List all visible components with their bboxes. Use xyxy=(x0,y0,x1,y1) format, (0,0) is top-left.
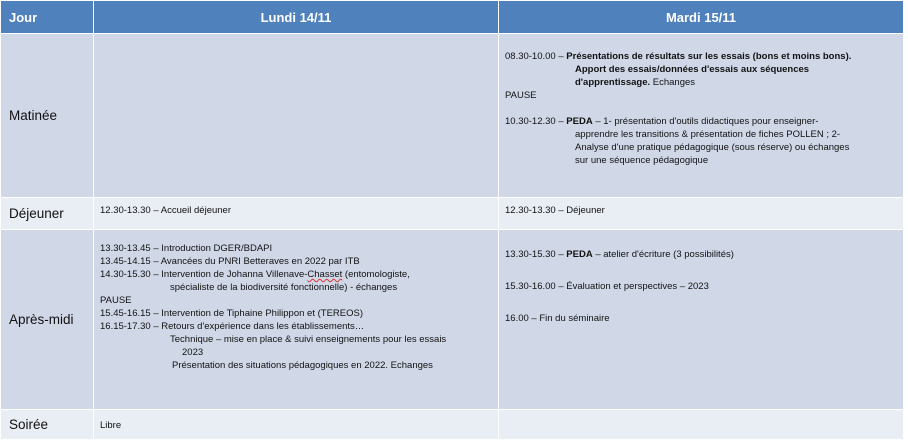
cell-soiree-lundi: Libre xyxy=(94,410,499,440)
label-dejeuner: Déjeuner xyxy=(1,198,94,230)
matinee-mardi-entry-1: 08.30-10.00 – Présentations de résultats sur les essais (bons et moins bons). xyxy=(505,51,852,62)
header-lundi: Lundi 14/11 xyxy=(94,1,499,34)
header-mardi: Mardi 15/11 xyxy=(499,1,904,34)
cell-matinee-mardi: 08.30-10.00 – Présentations de résultats sur les essais (bons et moins bons). Apport des essais/données d'essais aux séquences d'apprentissage. Echanges PAUSE 10.30-12.30 – PEDA – 1- présentation d'outils didactiques pour enseigner- apprendre les transitions & présentation de fiches POLLEN ; 2- Analyse d'une pratique pédagogique (sous réserve) ou échanges sur une séquence pédagogique xyxy=(499,34,904,198)
apresmidi-mardi-entry-3: 16.00 – Fin du séminaire xyxy=(505,313,610,324)
cell-apresmidi-mardi xyxy=(499,230,904,410)
cell-matinee-lundi xyxy=(94,34,499,198)
apresmidi-lundi-pause: PAUSE xyxy=(100,295,132,306)
apresmidi-mardi-entry-1: 13.30-15.30 – PEDA – atelier d'écriture (3 possibilités) xyxy=(505,249,734,260)
apresmidi-lundi-entry-1: 13.30-13.45 – Introduction DGER/BDAPI xyxy=(100,243,273,254)
apresmidi-lundi-entry-3: 14.30-15.30 – Intervention de Johanna Villenave-Chasset (entomologiste, xyxy=(100,269,410,280)
cell-soiree-mardi xyxy=(499,410,904,440)
cell-dejeuner-mardi: 12.30-13.30 – Déjeuner xyxy=(499,198,904,230)
header-row xyxy=(1,1,904,34)
apresmidi-lundi-entry-5: 16.15-17.30 – Retours d'expérience dans les établissements… xyxy=(100,321,365,332)
apresmidi-lundi-entry-2: 13.45-14.15 – Avancées du PNRI Betteraves en 2022 par ITB xyxy=(100,256,360,267)
label-matinee: Matinée xyxy=(1,34,94,198)
row-dejeuner xyxy=(1,198,904,230)
matinee-mardi-entry-2: 10.30-12.30 – PEDA – 1- présentation d'outils didactiques pour enseigner- xyxy=(505,116,819,127)
header-jour: Jour xyxy=(1,1,94,34)
cell-dejeuner-lundi: 12.30-13.30 – Accueil déjeuner xyxy=(94,198,499,230)
cell-apresmidi-lundi: 13.30-13.45 – Introduction DGER/BDAPI 13.45-14.15 – Avancées du PNRI Betteraves en 2022 par ITB 14.30-15.30 – Intervention de Johanna Villenave-Chasset (entomologiste, spécialiste de la biodiversité fonctionnelle) - échanges PAUSE 15.45-16.15 – Intervention de Tiphaine Philippon et (TEREOS) 16.15-17.30 – Retours d'expérience dans les établissements… Technique – mise en place & suivi enseignements pour les essais 2023 Présentation des situations pédagogiques en 2022. Echanges xyxy=(94,230,499,410)
row-soiree xyxy=(1,410,904,440)
label-apresmidi: Après-midi xyxy=(1,230,94,410)
label-soiree: Soirée xyxy=(1,410,94,440)
apresmidi-mardi-entry-2: 15.30-16.00 – Évaluation et perspectives – 2023 xyxy=(505,281,709,292)
apresmidi-lundi-entry-4: 15.45-16.15 – Intervention de Tiphaine Philippon et (TEREOS) xyxy=(100,308,363,319)
row-apresmidi xyxy=(1,230,904,410)
row-matinee xyxy=(1,34,904,198)
matinee-mardi-pause: PAUSE xyxy=(505,90,537,101)
